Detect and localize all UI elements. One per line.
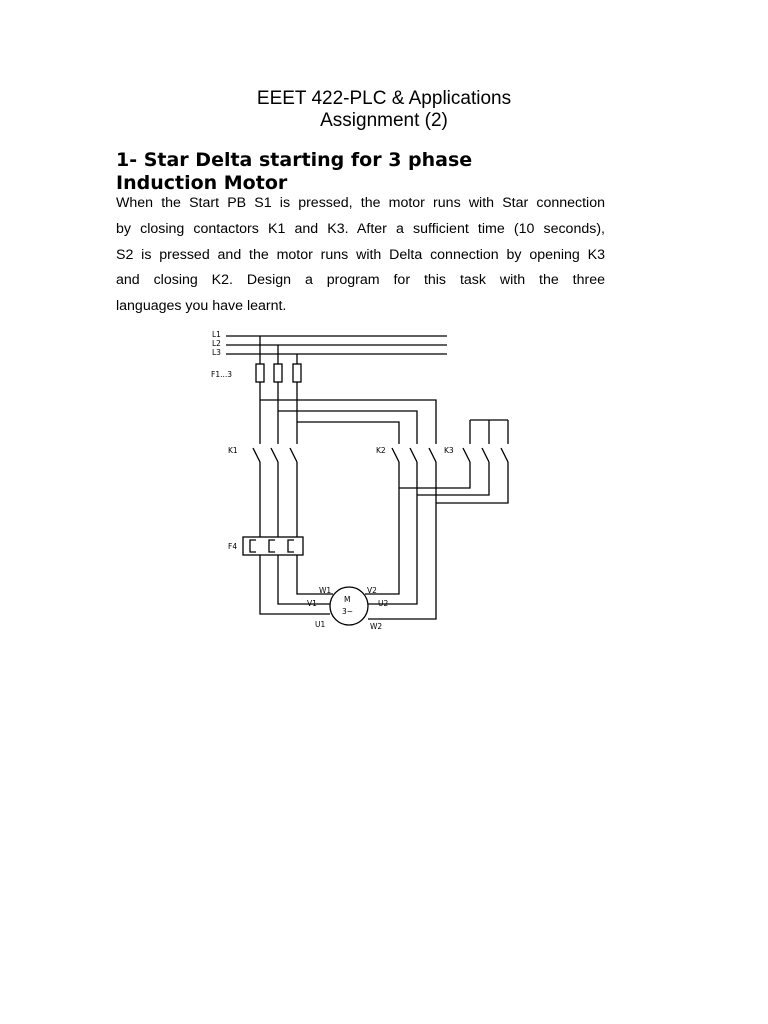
terminal-u1: U1 bbox=[315, 620, 326, 629]
paragraph-line: When the Start PB S1 is pressed, the motor runs with Star connection bbox=[116, 195, 605, 211]
section-heading-line-1: 1- Star Delta starting for 3 phase bbox=[116, 149, 473, 171]
terminal-u2: U2 bbox=[378, 599, 389, 608]
section-heading-line-2: Induction Motor bbox=[116, 172, 288, 194]
paragraph-line: S2 is pressed and the motor runs with Delta connection by opening K3 bbox=[116, 247, 605, 263]
terminal-w1: W1 bbox=[319, 586, 332, 595]
label-l1: L1 bbox=[212, 330, 221, 339]
fuse bbox=[256, 364, 264, 382]
contactor-k2 bbox=[392, 448, 436, 462]
label-k2: K2 bbox=[376, 446, 386, 455]
motor bbox=[330, 587, 368, 625]
paragraph-line: by closing contactors K1 and K3. After a sufficient time (10 seconds), bbox=[116, 221, 605, 237]
label-l2: L2 bbox=[212, 339, 221, 348]
terminal-v2: V2 bbox=[367, 586, 377, 595]
contactor-k1 bbox=[253, 448, 297, 462]
overload-relay-f4 bbox=[243, 537, 303, 555]
motor-label-m: M bbox=[344, 595, 351, 604]
fuse bbox=[274, 364, 282, 382]
terminal-w2: W2 bbox=[370, 622, 383, 631]
label-k3: K3 bbox=[444, 446, 454, 455]
contactor-k3 bbox=[463, 448, 508, 462]
paragraph-line: and closing K2. Design a program for this task with the three bbox=[116, 272, 605, 288]
label-f4: F4 bbox=[228, 542, 238, 551]
course-title: EEET 422-PLC & Applications bbox=[256, 88, 512, 109]
label-k1: K1 bbox=[228, 446, 238, 455]
wire-v2 bbox=[365, 462, 399, 594]
motor-label-phase: 3~ bbox=[342, 607, 354, 616]
label-l3: L3 bbox=[212, 348, 221, 357]
wire-w2 bbox=[368, 462, 436, 619]
fuse bbox=[293, 364, 301, 382]
terminal-v1: V1 bbox=[307, 599, 317, 608]
assignment-title: Assignment (2) bbox=[320, 110, 448, 131]
paragraph-line: languages you have learnt. bbox=[116, 298, 287, 314]
wire-v1 bbox=[278, 555, 330, 604]
star-delta-circuit-diagram bbox=[200, 320, 520, 640]
wire-u2 bbox=[368, 462, 417, 604]
wire-u1 bbox=[260, 555, 330, 614]
label-fuses: F1...3 bbox=[211, 370, 233, 379]
